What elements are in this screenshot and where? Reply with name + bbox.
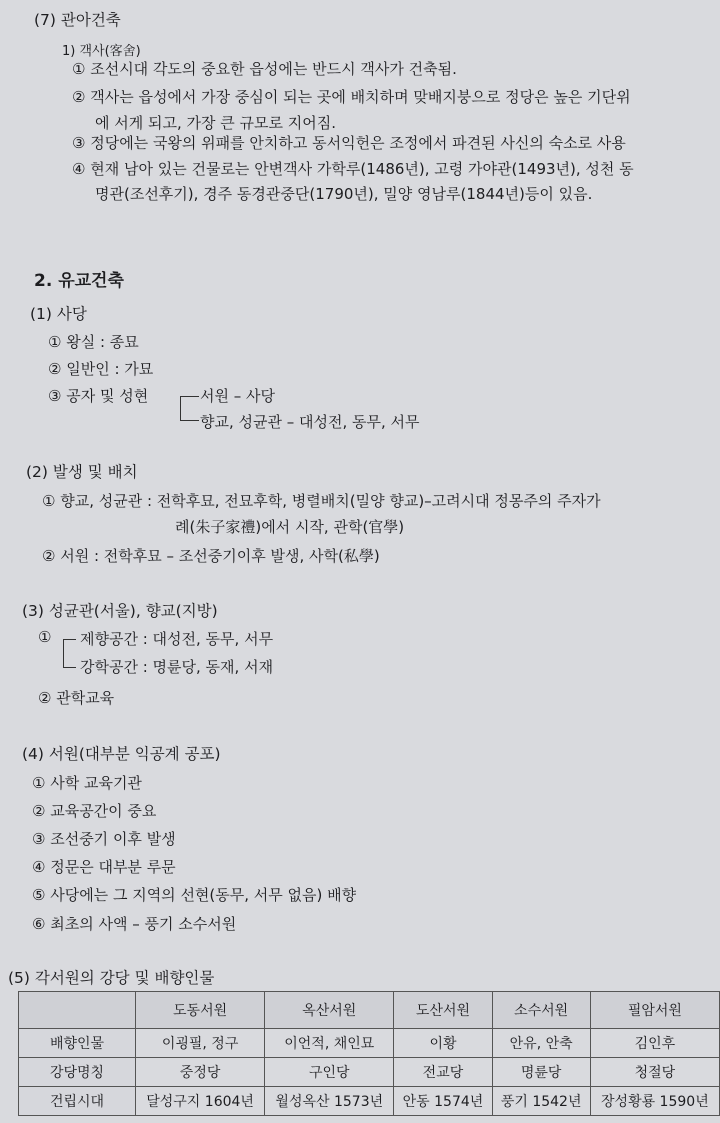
- table-cell: 명륜당: [492, 1058, 590, 1087]
- table-row: [19, 1087, 720, 1116]
- subsection-heading: (3) 성균관(서울), 향교(지방): [22, 602, 218, 620]
- subheading-gaeksa: 1) 객사(客舍): [62, 44, 141, 59]
- column-header: 옥산서원: [265, 992, 394, 1029]
- list-item: ⑤ 사당에는 그 지역의 선현(동무, 서무 없음) 배향: [32, 886, 357, 904]
- table-header-row: [19, 992, 720, 1029]
- subsection-heading: (5) 각서원의 강당 및 배향인물: [8, 969, 215, 987]
- list-item-continued: 명관(조선후기), 경주 동경관중단(1790년), 밀양 영남루(1844년)등이 있음.: [95, 185, 593, 203]
- table-cell: 이황: [394, 1029, 492, 1058]
- list-item: ① 조선시대 각도의 중요한 읍성에는 반드시 객사가 건축됨.: [72, 60, 457, 78]
- table-cell: 구인당: [265, 1058, 394, 1087]
- list-item: ④ 정문은 대부분 루문: [32, 858, 176, 876]
- row-header: 배향인물: [19, 1029, 136, 1058]
- table-cell: 김인후: [590, 1029, 719, 1058]
- branch-bracket: [180, 396, 199, 421]
- list-item-continued: 에 서게 되고, 가장 큰 규모로 지어짐.: [95, 114, 337, 132]
- branch-item: 강학공간 : 명륜당, 동재, 서재: [80, 658, 274, 676]
- table-cell: 장성황룡 1590년: [590, 1087, 719, 1116]
- table-cell: 달성구지 1604년: [136, 1087, 265, 1116]
- column-header: 소수서원: [492, 992, 590, 1029]
- branch-bracket: [63, 639, 76, 668]
- section-heading-2: 2. 유교건축: [34, 271, 124, 291]
- list-item: ① 왕실 : 종묘: [48, 333, 139, 351]
- list-item-continued: 례(朱子家禮)에서 시작, 관학(官學): [175, 518, 405, 536]
- table-cell: 월성옥산 1573년: [265, 1087, 394, 1116]
- column-header: 필암서원: [590, 992, 719, 1029]
- row-header: 건립시대: [19, 1087, 136, 1116]
- subsection-heading: (4) 서원(대부분 익공계 공포): [22, 745, 221, 763]
- table-cell: 중정당: [136, 1058, 265, 1087]
- table-cell: 이굉필, 정구: [136, 1029, 265, 1058]
- subsection-heading: (2) 발생 및 배치: [26, 463, 138, 481]
- subsection-heading: (1) 사당: [30, 305, 87, 323]
- branch-item: 제향공간 : 대성전, 동무, 서무: [80, 630, 274, 648]
- list-item-number: ①: [38, 628, 52, 646]
- branch-item: 서원 – 사당: [200, 387, 275, 405]
- list-item: ① 사학 교육기관: [32, 774, 142, 792]
- list-item: ② 객사는 읍성에서 가장 중심이 되는 곳에 배치하며 맞배지붕으로 정당은 높은 기단위: [72, 88, 631, 106]
- list-item: ③ 조선중기 이후 발생: [32, 830, 176, 848]
- table-cell: 이언적, 채인묘: [265, 1029, 394, 1058]
- column-header: 도동서원: [136, 992, 265, 1029]
- list-item: ② 서원 : 전학후묘 – 조선중기이후 발생, 사학(私學): [42, 547, 380, 565]
- table-row: [19, 1058, 720, 1087]
- column-header: 도산서원: [394, 992, 492, 1029]
- list-item: ④ 현재 남아 있는 건물로는 안변객사 가학루(1486년), 고령 가야관(1493년), 성천 동: [72, 160, 634, 178]
- list-item: ② 일반인 : 가묘: [48, 360, 154, 378]
- table-corner-cell: [19, 992, 136, 1029]
- row-header: 강당명칭: [19, 1058, 136, 1087]
- list-item: ① 향교, 성균관 : 전학후묘, 전묘후학, 병렬배치(밀양 향교)–고려시대 정몽주의 주자가: [42, 492, 601, 510]
- list-item: ② 관학교육: [38, 689, 115, 707]
- table-cell: 청절당: [590, 1058, 719, 1087]
- list-item: ③ 공자 및 성현: [48, 387, 149, 405]
- table-cell: 안동 1574년: [394, 1087, 492, 1116]
- table-row: [19, 1029, 720, 1058]
- list-item: ③ 정당에는 국왕의 위패를 안치하고 동서익헌은 조정에서 파견된 사신의 숙소로 사용: [72, 134, 626, 152]
- seowon-table: [18, 991, 720, 1116]
- list-item: ② 교육공간이 중요: [32, 802, 157, 820]
- section-heading-7: (7) 관아건축: [34, 11, 121, 29]
- list-item: ⑥ 최초의 사액 – 풍기 소수서원: [32, 915, 237, 933]
- table-cell: 안유, 안축: [492, 1029, 590, 1058]
- table-cell: 풍기 1542년: [492, 1087, 590, 1116]
- branch-item: 향교, 성균관 – 대성전, 동무, 서무: [200, 413, 420, 431]
- table-cell: 전교당: [394, 1058, 492, 1087]
